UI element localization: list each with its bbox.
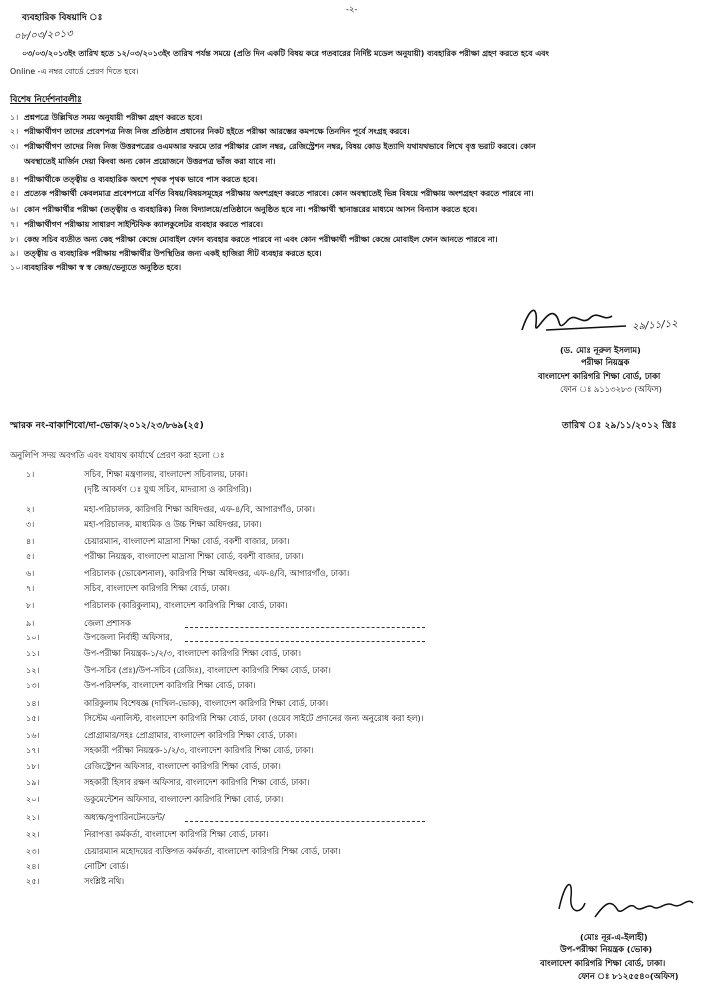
instruction-text: পরীক্ষার্থীগণ তাদের প্রবেশপত্র নিজ নিজ প্রতিষ্ঠান প্রধানের নিকট হইতে পরীক্ষা আরম্ভের কমপক্ষে তিনদিন পূর্বে সংগ্রহ করবে। [24,127,410,136]
copy-recipient: ডকুমেন্টেশন অফিসার, বাংলাদেশ কারিগরি শিক্ষা বোর্ড, ঢাকা। [84,794,284,804]
instruction-number: ৩। [10,141,19,151]
copy-recipient: উপ-পরীক্ষা নিয়ন্ত্রক-১/২/৩, বাংলাদেশ কারিগরি শিক্ষা বোর্ড, ঢাকা। [84,648,301,658]
copy-number: ২১। [26,812,40,822]
copy-recipient: সচিব, বাংলাদেশ কারিগরি শিক্ষা বোর্ড, ঢাকা। [84,583,230,593]
instructions-heading: বিশেষ নির্দেশনাবলীঃ [10,95,82,105]
copy-number: ১৬। [26,730,40,740]
signatory2-title: উপ-পরীক্ষা নিয়ন্ত্রক (ভোক) [560,944,653,954]
signatory1-org: বাংলাদেশ কারিগরি শিক্ষা বোর্ড, ঢাকা [538,371,661,381]
copy-recipient: সংশ্লিষ্ট নথি। [84,876,125,886]
instruction-number: ৭। [10,219,19,229]
copy-recipient: (দৃষ্টি আকর্ষণ ঃ যুগ্ম সচিব, মাদরাসা ও কারিগরি)। [84,484,252,494]
copy-recipient: মহা-পরিচালক, মাধ্যমিক ও উচ্চ শিক্ষা অধিদপ্তর, ঢাকা। [84,519,262,529]
copy-recipient: চেয়ারম্যান মহোদয়ের ব্যক্তিগত কর্মকর্তা, বাংলাদেশ কারিগরি শিক্ষা বোর্ড, ঢাকা। [84,846,341,856]
blank-fill-line [185,821,425,822]
instruction-number: ৬। [10,204,19,214]
copy-number: ১৪। [26,698,40,708]
copy-number: ১২। [26,665,40,675]
copy-number: ৭। [26,583,35,593]
copy-number: ৮। [26,600,35,610]
instruction-text: ব্যবহারিক পরীক্ষা স্ব স্ব কেন্দ্র/ভেন্যুতে অনুষ্ঠিত হবে। [24,263,182,272]
signature-2 [555,873,715,933]
instruction-text: কেন্দ্র সচিব ব্যতীত অন্য কেহ পরীক্ষা কেন্দ্রে মোবাইল ফোন ব্যবহার করতে পারবে না এবং কোন পরীক্ষার্থী পরীক্ষা কেন্দ্রে মোবাইল ফোন আনতে পারবে না। [24,235,498,244]
instruction-text: কোন পরীক্ষার্থীর পরীক্ষা (তত্ত্বীয় ও ব্যবহারিক) নিজ বিদ্যালয়ে/প্রতিষ্ঠানে অনুষ্ঠিত হবে না। পরীক্ষার্থী স্থানান্তরের মাধ্যমে আসন বিন্যাস করতে হবে। [24,205,478,214]
practical-para-line2: Online -এ নম্বর বোর্ডে প্রেরণ দিতে হবে। [10,67,139,76]
copy-number: ২৫। [26,876,40,886]
practical-para-line1: ০৩/০৩/২০১৩ইং তারিখ হতে ১২/০৩/২০১৩ইং তারিখ পর্যন্ত সময়ে (প্রতি দিন একটি বিষয় করে গতবারের নির্দিষ্ট মডেল অনুযায়ী) ব্যবহারিক পরীক্ষা গ্রহণ করতে হবে এবং [22,49,549,58]
copy-number: ১১। [26,648,40,658]
copy-number: ১৭। [26,745,40,755]
copy-number: ২২। [26,829,40,839]
copy-recipient: পরিচালক (কারিকুলাম), বাংলাদেশ কারিগরি শিক্ষা বোর্ড, ঢাকা। [84,600,288,610]
copy-recipient: সহকারী পরীক্ষা নিয়ন্ত্রক-১/২/৩, বাংলাদেশ কারিগরি শিক্ষা বোর্ড, ঢাকা। [84,745,314,755]
instruction-text: পরীক্ষার্থীগণ পরীক্ষায় সাধারণ সাইন্টিফিক ক্যালকুলেটর ব্যবহার করতে পারবে। [24,220,263,229]
signatory2-org: বাংলাদেশ কারিগরি শিক্ষা বোর্ড, ঢাকা। [540,958,666,968]
copy-recipient: নিরাপত্তা কর্মকর্তা, বাংলাদেশ কারিগরি শিক্ষা বোর্ড, ঢাকা। [84,829,269,839]
memo-date: তারিখ ঃ ২৯/১১/২০১২ খ্রিঃ [562,420,677,431]
copy-recipient: সচিব, শিক্ষা মন্ত্রণালয়, বাংলাদেশ সচিবালয়, ঢাকা। [84,469,248,479]
copy-recipient: নোটিশ বোর্ড। [84,861,129,871]
signatory1-title: পরীক্ষা নিয়ন্ত্রক [581,357,630,367]
copy-number: ২৩। [26,846,40,856]
copy-recipient: উপ-সচিব (প্রঃ)/উপ-সচিব (রেজিঃ), বাংলাদেশ কারিগরি শিক্ষা বোর্ড, ঢাকা। [84,665,331,675]
copy-recipient: সহকারী হিসাব রক্ষণ অফিসার, বাংলাদেশ কারিগরি শিক্ষা বোর্ড, ঢাকা। [84,777,310,787]
signatory1-name: (ড. মোঃ নূরুল ইসলাম) [560,345,641,355]
copy-number: ২। [26,504,35,514]
instruction-number: ১০। [10,262,24,272]
copy-number: ৫। [26,551,35,561]
copy-recipient: উপজেলা নির্বাহী অফিসার, [84,632,173,642]
instruction-number: ৪। [10,174,19,184]
copy-number: ৯। [26,618,35,628]
copy-number: ১৯। [26,777,40,787]
memo-ref: স্মারক নং-বাকাশিবো/দা-ভোক/২০১২/২৩/৮৬৯(২৫) [10,420,204,431]
instruction-text: অবস্থাতেই মার্জিন দেয়া কিংবা অন্য কোন প্রয়োজনে উত্তরপত্র ভাঁজ করা যাবে না। [24,157,276,166]
copy-recipient: উপ-পরিদর্শক, বাংলাদেশ কারিগরি শিক্ষা বোর্ড, ঢাকা। [84,680,256,690]
copy-recipient: জেলা প্রশাসক [84,618,131,628]
instruction-text: প্রত্যেক পরীক্ষার্থী কেবলমাত্র প্রবেশপত্রে বর্ণিত বিষয়/বিষয়সমূহের পরীক্ষায় অংশগ্রহণ করতে পারবে। কোন অবস্থাতেই ভিন্ন বিষয়ে পরীক্ষায় অংশগ্রহণ করতে পারবে না। [24,189,534,198]
copy-recipient: কারিকুলাম বিশেষজ্ঞ (দাখিল-ভোক), বাংলাদেশ কারিগরি শিক্ষা বোর্ড, ঢাকা। [84,698,329,708]
copy-number: ৬। [26,568,35,578]
instruction-text: প্রশ্নপত্রে উল্লিখিত সময় অনুযায়ী পরীক্ষা গ্রহণ করতে হবে। [24,113,203,122]
instruction-text: পরীক্ষার্থীকে তত্ত্বীয় ও ব্যবহারিক অংশে পৃথক পৃথক ভাবে পাস করতে হবে। [24,175,258,184]
copy-number: ১৫। [26,713,40,723]
instruction-number: ৮। [10,234,19,244]
signatory2-phone: ফোন ঃ ৮১২৫৫৪০(অফিস) [578,971,679,981]
instruction-number: ১। [10,112,19,122]
instruction-number: ৯। [10,248,19,258]
copy-recipient: পরীক্ষা নিয়ন্ত্রক, বাংলাদেশ মাদ্রাসা শিক্ষা বোর্ড, বকশী বাজার, ঢাকা। [84,551,304,561]
copy-recipient: সিস্টেম এনালিস্ট, বাংলাদেশ কারিগরি শিক্ষা বোর্ড, ঢাকা (ওয়েব সাইটে প্রদানের জন্য অনুরোধ করা হল)। [84,713,424,723]
page-number: -২- [346,4,358,14]
copy-number: ১৮। [26,761,40,771]
blank-fill-line [185,641,425,642]
copy-number: ৩। [26,519,35,529]
instruction-number: ৫। [10,188,19,198]
copy-number: ২৪। [26,861,40,871]
copy-number: ৪। [26,536,35,546]
copy-number: ১০। [26,632,40,642]
copy-number: ২০। [26,794,40,804]
copy-number: ১৩। [26,680,40,690]
copy-recipient: রেজিস্ট্রেশন অফিসার, বাংলাদেশ কারিগরি শিক্ষা বোর্ড, ঢাকা। [84,761,281,771]
signature-1-date: ২৯/১১/১২ [631,318,679,333]
copy-recipient: অধ্যক্ষ/সুপারিনটেনডেন্ট/ [84,812,165,822]
blank-fill-line [185,627,425,628]
instruction-text: পরীক্ষার্থীগণ তাদের নিজ নিজ উত্তরপত্রের ওএমআর ফরমে তার পরীক্ষার রোল নম্বর, রেজিস্ট্রেশন নম্বর, বিষয় কোড ইত্যাদি যথাযথভাবে লিখে বৃত্ত ভরাট করবে। কোন [24,142,536,151]
copy-intro: অনুলিপি সদয় অবগতি এবং যথাযথ কার্যার্থে প্রেরণ করা হলো ঃ [10,450,225,460]
copy-recipient: মহা-পরিচালক, কারিগরি শিক্ষা অধিদপ্তর, এফ-৪/বি, আগারগাঁও, ঢাকা। [84,504,315,514]
signatory1-phone: ফোন ঃ ৯১১৩২৮৩ (অফিস) [560,384,662,394]
copy-recipient: প্রোগ্রামার/সহঃ প্রোগ্রামার, বাংলাদেশ কারিগরি শিক্ষা বোর্ড, ঢাকা। [84,730,297,740]
copy-number: ১। [26,469,35,479]
practical-heading: ব্যবহারিক বিষয়াদি ঃ [22,13,103,23]
signatory2-name: (মোঃ নূর-এ-ইলাহী) [580,932,648,942]
copy-recipient: চেয়ারম্যান, বাংলাদেশ মাদ্রাসা শিক্ষা বোর্ড, বকশী বাজার, ঢাকা। [84,536,290,546]
instruction-number: ২। [10,126,19,136]
handwritten-date: ০৮/০৩/২০১৩ [13,28,73,43]
copy-recipient: পরিচালক (ভোকেশনাল), কারিগরি শিক্ষা অধিদপ্তর, এফ-৪/বি, আগারগাঁও, ঢাকা। [84,568,350,578]
instruction-text: তত্ত্বীয় ও ব্যবহারিক পরীক্ষায় পরীক্ষার্থীর উপস্থিতির জন্য একই হাজিরা সীট ব্যবহার করতে হবে। [24,249,322,258]
